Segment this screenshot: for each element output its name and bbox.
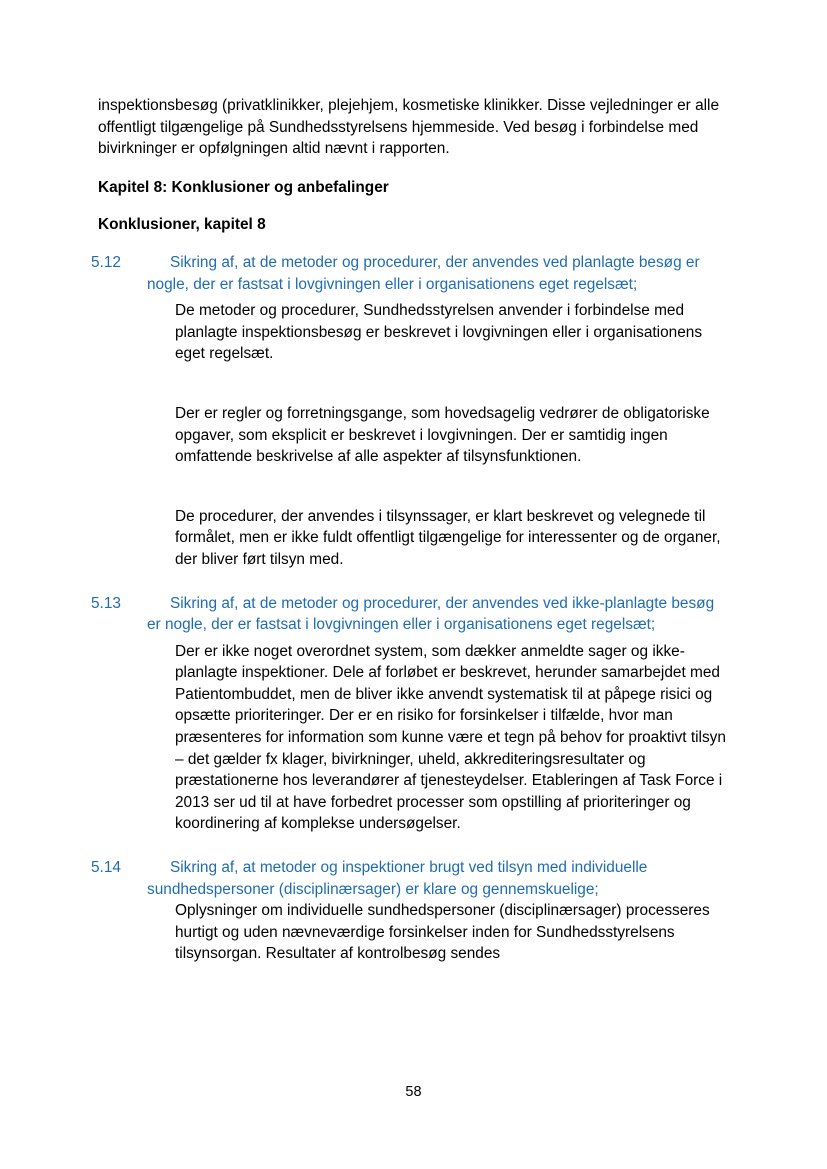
- item-title-text: Sikring af, at metoder og inspektioner brugt ved tilsyn med individuelle sundhedspersoner (disciplinærsager) er klare og gennemskuelige;: [147, 859, 648, 898]
- conclusion-item-5-12: [91, 252, 732, 571]
- conclusions-heading: Konklusioner, kapitel 8: [98, 216, 266, 234]
- item-title: [91, 593, 732, 636]
- conclusion-item-5-13: [91, 593, 732, 836]
- chapter-heading: Kapitel 8: Konklusioner og anbefalinger: [98, 178, 389, 196]
- page-number: 58: [405, 1084, 422, 1100]
- intro-paragraph: inspektionsbesøg (privatklinikker, plejehjem, kosmetiske klinikker. Disse vejledninger er alle offentligt tilgængelige på Sundhedsstyrelsens hjemmeside. Ved besøg i forbindelse med bivirkninger er opfølgningen altid nævnt i rapporten.: [98, 97, 720, 158]
- item-title: [91, 857, 732, 900]
- item-number: 5.12: [91, 253, 121, 271]
- conclusion-item-5-14: [91, 857, 732, 965]
- document-page: [91, 95, 738, 965]
- item-paragraph: Der er regler og forretningsgange, som hovedsagelig vedrører de obligatoriske opgaver, som eksplicit er beskrevet i lovgivningen. Der er samtidig ingen omfattende beskrivelse af alle aspekter af tilsynsfunktionen.: [175, 404, 710, 466]
- item-title-text: Sikring af, at de metoder og procedurer, der anvendes ved planlagte besøg er nogle, der er fastsat i lovgivningen eller i organisationens eget regelsæt;: [147, 253, 700, 293]
- item-paragraph: De metoder og procedurer, Sundhedsstyrelsen anvender i forbindelse med planlagte inspektionsbesøg er beskrevet i lovgivningen eller i organisationens eget regelsæt.: [175, 302, 703, 363]
- item-paragraph: Der er ikke noget overordnet system, som dækker anmeldte sager og ikke-planlagte inspektioner. Dele af forløbet er beskrevet, herunder samarbejdet med Patientombuddet, men de bliver ikke anvendt systematisk til at påpege risici og opsætte prioriteringer. Der er en risiko for forsinkelser i tilfælde, hvor man præsenteres for information som kunne være et tegn på behov for proaktivt tilsyn – det gælder fx klager, bivirkninger, uheld, akkrediteringsresultater og præstationerne hos leverandører af tjenesteydelser. Etableringen af Task Force i 2013 ser ud til at have forbedret processer som opstilling af prioriteringer og koordinering af komplekse undersøgelser.: [175, 642, 726, 833]
- item-title: [91, 252, 732, 295]
- item-paragraph: Oplysninger om individuelle sundhedspersoner (disciplinærsager) processeres hurtigt og uden nævneværdige forsinkelser inden for Sundhedsstyrelsens tilsynsorgan. Resultater af kontrolbesøg sendes: [175, 902, 710, 963]
- item-number: 5.14: [91, 859, 121, 877]
- item-number: 5.13: [91, 594, 121, 612]
- item-title-text: Sikring af, at de metoder og procedurer, der anvendes ved ikke-planlagte besøg er nogle, der er fastsat i lovgivningen eller i organisationens eget regelsæt;: [147, 594, 715, 634]
- item-paragraph: De procedurer, der anvendes i tilsynssager, er klart beskrevet og velegnede til formålet, men er ikke fuldt offentligt tilgængelige for interessenter og de organer, der bliver ført tilsyn med.: [175, 507, 721, 568]
